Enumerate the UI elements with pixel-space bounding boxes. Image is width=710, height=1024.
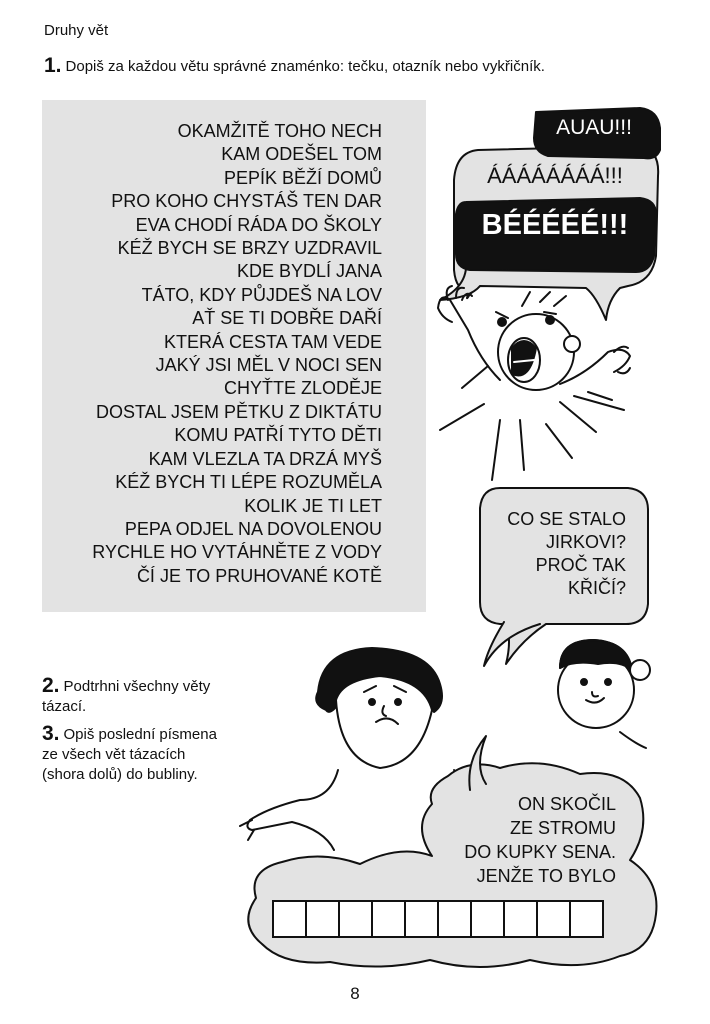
sentence-item: KÉŽ BYCH SE BRZY UZDRAVIL	[117, 238, 382, 259]
answer-bubble-text	[440, 792, 616, 888]
task-3-text: Opiš poslední písmena ze všech vět tázacích (shora dolů) do bubliny.	[42, 726, 217, 783]
question-line: PROČ TAK	[535, 555, 626, 575]
answer-box[interactable]	[338, 900, 373, 938]
task-2	[42, 676, 217, 717]
answer-box[interactable]	[569, 900, 604, 938]
sentence-item: PEPA ODJEL NA DOVOLENOU	[124, 518, 382, 539]
sentence-item: CHYŤTE ZLODĚJE	[223, 378, 382, 399]
answer-box[interactable]	[272, 900, 307, 938]
sentence-item: OKAMŽITĚ TOHO NECH	[177, 121, 382, 141]
question-line: KŘIČÍ?	[567, 578, 626, 598]
question-bubble-text	[486, 508, 626, 600]
aaaa-text: ÁÁÁÁÁÁÁÁ!!!	[487, 163, 623, 188]
sentence-item: KOLIK JE TI LET	[244, 495, 382, 516]
sentence-item: AŤ SE TI DOBŘE DAŘÍ	[192, 308, 382, 329]
auau-text: AUAU!!!	[556, 116, 632, 139]
answer-box[interactable]	[503, 900, 538, 938]
sentence-item: RYCHLE HO VYTÁHNĚTE Z VODY	[92, 542, 382, 563]
sentence-item: TÁTO, KDY PŮJDEŠ NA LOV	[141, 284, 382, 305]
answer-box[interactable]	[305, 900, 340, 938]
sentence-item: DOSTAL JSEM PĚTKU Z DIKTÁTU	[95, 401, 382, 422]
page-number: 8	[350, 984, 360, 1003]
answer-line: ON SKOČIL	[517, 794, 616, 814]
sentence-item: KAM ODEŠEL TOM	[221, 144, 382, 165]
question-line: JIRKOVI?	[545, 532, 626, 552]
boy	[558, 640, 650, 748]
answer-box[interactable]	[470, 900, 505, 938]
answer-bubble-tail	[469, 736, 486, 790]
sentence-item: KTERÁ CESTA TAM VEDE	[163, 331, 382, 352]
task-1-text: Dopiš za každou větu správné znaménko: tečku, otazník nebo vykřičník.	[65, 58, 545, 75]
answer-box[interactable]	[371, 900, 406, 938]
task-2-text: Podtrhni všechny věty tázací.	[42, 678, 211, 715]
sentence-item: KÉŽ BYCH TI LÉPE ROZUMĚLA	[115, 472, 382, 493]
answer-boxes	[272, 900, 602, 938]
screaming-boy	[438, 286, 630, 480]
answer-line: ZE STROMU	[510, 818, 616, 838]
beee-text: BÉÉÉÉÉ!!!	[481, 209, 629, 241]
sentence-item: JAKÝ JSI MĚL V NOCI SEN	[155, 355, 382, 376]
task-3	[42, 724, 217, 785]
sentence-item: PEPÍK BĚŽÍ DOMŮ	[223, 167, 382, 188]
answer-box[interactable]	[404, 900, 439, 938]
sentence-item: KOMU PATŘÍ TYTO DĚTI	[174, 425, 382, 446]
sentence-item: EVA CHODÍ RÁDA DO ŠKOLY	[135, 214, 382, 235]
sentence-item: PRO KOHO CHYSTÁŠ TEN DAR	[111, 191, 382, 212]
answer-box[interactable]	[437, 900, 472, 938]
answer-line: DO KUPKY SENA.	[464, 842, 616, 862]
page-header: Druhy vět	[44, 22, 109, 39]
answer-box[interactable]	[536, 900, 571, 938]
task-2-number: 2.	[42, 674, 60, 697]
answer-line: JENŽE TO BYLO	[476, 866, 616, 886]
task-1-number: 1.	[44, 54, 62, 77]
task-3-number: 3.	[42, 722, 60, 745]
sentence-item: ČÍ JE TO PRUHOVANÉ KOTĚ	[136, 565, 382, 586]
sentence-item: KDE BYDLÍ JANA	[236, 261, 382, 282]
sentence-item: KAM VLEZLA TA DRZÁ MYŠ	[148, 448, 382, 469]
question-line: CO SE STALO	[507, 509, 626, 529]
